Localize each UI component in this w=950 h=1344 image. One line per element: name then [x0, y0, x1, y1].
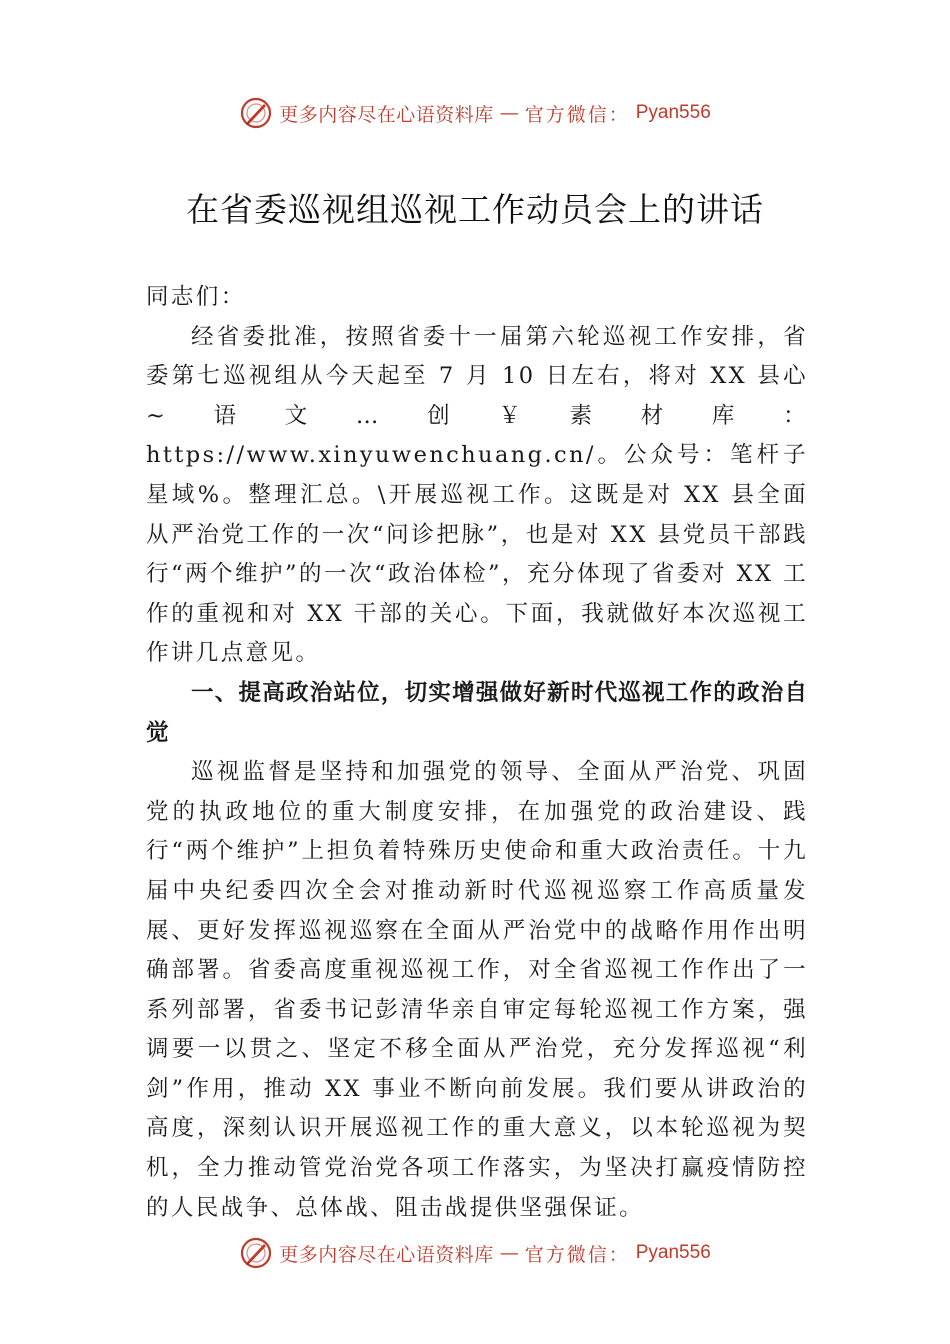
watermark-wechat-label: 官方微信： [524, 103, 630, 126]
library-logo-icon [239, 96, 273, 130]
header-watermark [0, 96, 950, 130]
section-paragraph: 巡视监督是坚持和加强党的领导、全面从严治党、巩固党的执政地位的重大制度安排，在加强党的政治建设、践行“两个维护”上担负着特殊历史使命和重大政治责任。十九届中央纪委四次全会对推动新时代巡视巡察工作高质量发展、更好发挥巡视巡察在全面从严治党中的战略作用作出明确部署。省委高度重视巡视工作，对全省巡视工作作出了一系列部署，省委书记彭清华亲自审定每轮巡视工作方案，强调要一以贯之、坚定不移全面从严治党，充分发挥巡视“利剑”作用，推动 XX 事业不断向前发展。我们要从讲政治的高度，深刻认识开展巡视工作的重大意义，以本轮巡视为契机，全力推动管党治党各项工作落实，为坚决打赢疫情防控的人民战争、总体战、阻击战提供坚强保证。 [146, 759, 808, 1221]
watermark-brand: 更多内容尽在心语资料库 [279, 1243, 494, 1266]
watermark-separator: — [499, 1242, 519, 1264]
library-logo-icon [239, 1236, 273, 1270]
section-heading: 一、提高政治站位，切实增强做好新时代巡视工作的政治自觉 [146, 679, 808, 746]
watermark-wechat-id: Pyan556 [635, 1242, 711, 1263]
watermark-separator: — [499, 102, 519, 124]
document-body [146, 278, 808, 1228]
watermark-wechat-label: 官方微信： [524, 1243, 630, 1266]
salutation: 同志们： [146, 284, 246, 310]
watermark-brand: 更多内容尽在心语资料库 [279, 103, 494, 126]
footer-watermark [0, 1236, 950, 1270]
body-paragraph: 经省委批准，按照省委十一届第六轮巡视工作安排，省委第七巡视组从今天起至 7 月 10 日左右，将对 XX 县心~语文…创￥素材库：https://www.xinyuwenchuang.cn/。公众号：笔杆子星域%。整理汇总。\开展巡视工作。这既是对 XX 县全面从严治党工作的一次“问诊把脉”，也是对 XX 县党员干部践行“两个维护”的一次“政治体检”，充分体现了省委对 XX 工作的重视和对 XX 干部的关心。下面，我就做好本次巡视工作讲几点意见。 [146, 323, 808, 667]
document-title: 在省委巡视组巡视工作动员会上的讲话 [186, 190, 764, 229]
watermark-wechat-id: Pyan556 [635, 102, 711, 123]
